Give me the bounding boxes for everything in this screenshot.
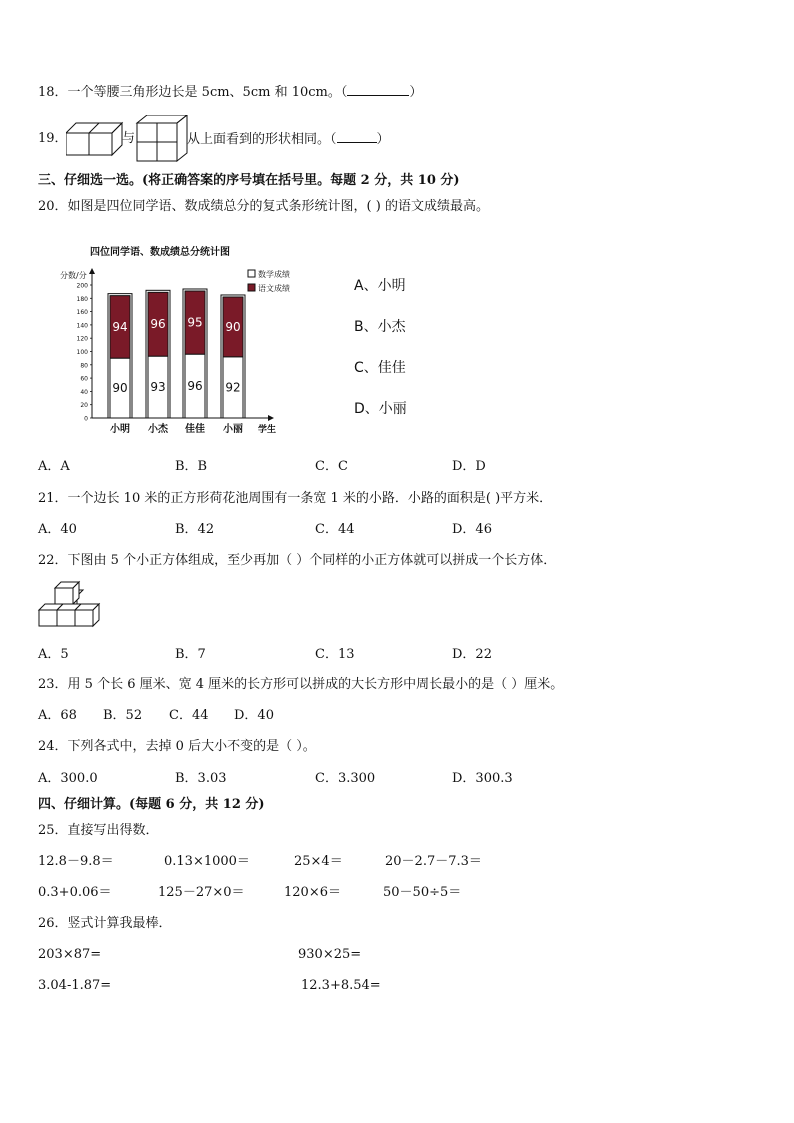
x-tick-label: 小明 [110,424,130,435]
q22-option-c[interactable]: C．13 [315,647,355,662]
question-20-text: 20．如图是四位同学语、数成绩总分的复式条形统计图，( ) 的语文成绩最高。 [38,199,489,214]
answer-blank-19[interactable] [337,130,377,143]
y-tick-label: 200 [76,282,88,290]
y-tick-label: 100 [76,349,88,356]
answer-blank-18[interactable] [347,83,409,96]
y-tick-label: 60 [80,375,88,383]
top-view-figure [137,115,187,161]
question-22-text: 22．下图由 5 个小正方体组成，至少再加（ ）个同样的小正方体就可以拼成一个长方体． [38,553,557,568]
q25-expr: 120×6＝ [284,885,341,900]
x-tick-label: 小杰 [148,424,168,435]
y-tick-label: 20 [80,402,88,410]
q25-expr: 0.3+0.06＝ [38,885,112,900]
question-18: 18．一个等腰三角形边长是 5cm、5cm 和 10cm。（ ） [38,85,423,100]
question-25-text: 25．直接写出得数． [38,823,159,838]
section-4-title: 四、仔细计算。(每题 6 分，共 12 分) [38,797,265,812]
q26-expr: 3.04-1.87= [38,978,112,993]
q26-expr: 930×25= [298,947,362,962]
y-tick-label: 180 [76,295,88,303]
chart-title: 四位同学语、数成绩总分统计图 [90,247,230,258]
data-label-math: 92 [225,380,241,395]
x-tick-label: 小丽 [223,424,243,435]
question-21-text: 21．一个边长 10 米的正方形荷花池周围有一条宽 1 米的小路．小路的面积是( )平方米． [38,491,553,506]
q24-option-d[interactable]: D．300.3 [452,771,513,786]
legend-swatch-chinese [248,284,255,291]
x-tick-label: 佳佳 [185,424,205,435]
x-axis-label: 学生 [258,425,277,435]
q22-option-a[interactable]: A．5 [38,647,69,662]
y-tick-label: 120 [76,335,88,343]
y-tick-label: 140 [76,322,88,330]
data-label-chinese: 95 [187,315,203,330]
data-label-chinese: 96 [150,317,166,332]
q19-rest: 从上面看到的形状相同。（ ） [187,132,390,147]
chart-choice-c: C、佳佳 [354,360,406,376]
q25-expr: 25×4＝ [294,854,343,869]
q21-option-b[interactable]: B．42 [175,522,215,537]
q23-option-d[interactable]: D．40 [234,708,274,723]
chart-choice-a: A、小明 [354,278,406,294]
y-tick-label: 0 [84,415,88,423]
data-label-math: 93 [150,380,166,395]
question-24-text: 24．下列各式中，去掉 0 后大小不变的是（ ）。 [38,739,316,754]
q24-option-c[interactable]: C．3.300 [315,771,376,786]
x-axis-arrow [268,415,274,421]
q25-expr: 125－27×0＝ [158,885,245,900]
q25-expr: 50－50÷5＝ [383,885,462,900]
question-26-text: 26．竖式计算我最棒． [38,916,172,931]
q22-option-b[interactable]: B．7 [175,647,206,662]
q24-option-b[interactable]: B．3.03 [175,771,227,786]
data-label-chinese: 90 [225,319,241,334]
q21-option-a[interactable]: A．40 [38,522,77,537]
q23-option-a[interactable]: A．68 [38,708,77,723]
q21-option-c[interactable]: C．44 [315,522,355,537]
q22-option-d[interactable]: D．22 [452,647,492,662]
chart-choice-d: D、小丽 [354,401,407,417]
q23-option-b[interactable]: B．52 [103,708,143,723]
q19-mid: 与 [122,131,136,146]
cube-stack-figure [37,580,101,632]
front-view-figure [66,123,122,155]
q21-option-d[interactable]: D．46 [452,522,492,537]
q24-option-a[interactable]: A．300.0 [38,771,98,786]
y-tick-label: 160 [76,309,88,317]
q20-option-d[interactable]: D．D [452,459,486,474]
q20-option-b[interactable]: B．B [175,459,208,474]
data-label-math: 96 [187,379,203,394]
q20-option-a[interactable]: A．A [38,459,70,474]
question-19: 19． [38,131,68,146]
chart-choice-b: B、小杰 [354,319,406,335]
legend-label-chinese: 语文成绩 [258,284,290,293]
legend-label-math: 数学成绩 [258,270,290,279]
y-axis-arrow [89,268,95,274]
q25-expr: 0.13×1000＝ [164,854,250,869]
data-label-chinese: 94 [112,319,128,334]
y-tick-label: 40 [80,388,88,396]
q20-option-c[interactable]: C．C [315,459,348,474]
q25-expr: 12.8－9.8＝ [38,854,114,869]
bar-chart [60,240,290,440]
legend-swatch-math [248,270,255,277]
y-tick-label: 80 [80,362,88,370]
question-23-text: 23．用 5 个长 6 厘米、宽 4 厘米的长方形可以拼成的大长方形中周长最小的是（ ）厘米。 [38,677,564,692]
section-3-title: 三、仔细选一选。(将正确答案的序号填在括号里。每题 2 分，共 10 分) [38,173,460,188]
q23-option-c[interactable]: C．44 [169,708,209,723]
q26-expr: 203×87= [38,947,102,962]
q26-expr: 12.3+8.54= [301,978,381,993]
data-label-math: 90 [112,381,128,396]
q25-expr: 20－2.7－7.3＝ [385,854,482,869]
question-18-text: 18．一个等腰三角形边长是 5cm、5cm 和 10cm。（ [38,85,348,100]
y-axis-label: 分数/分 [60,271,87,280]
